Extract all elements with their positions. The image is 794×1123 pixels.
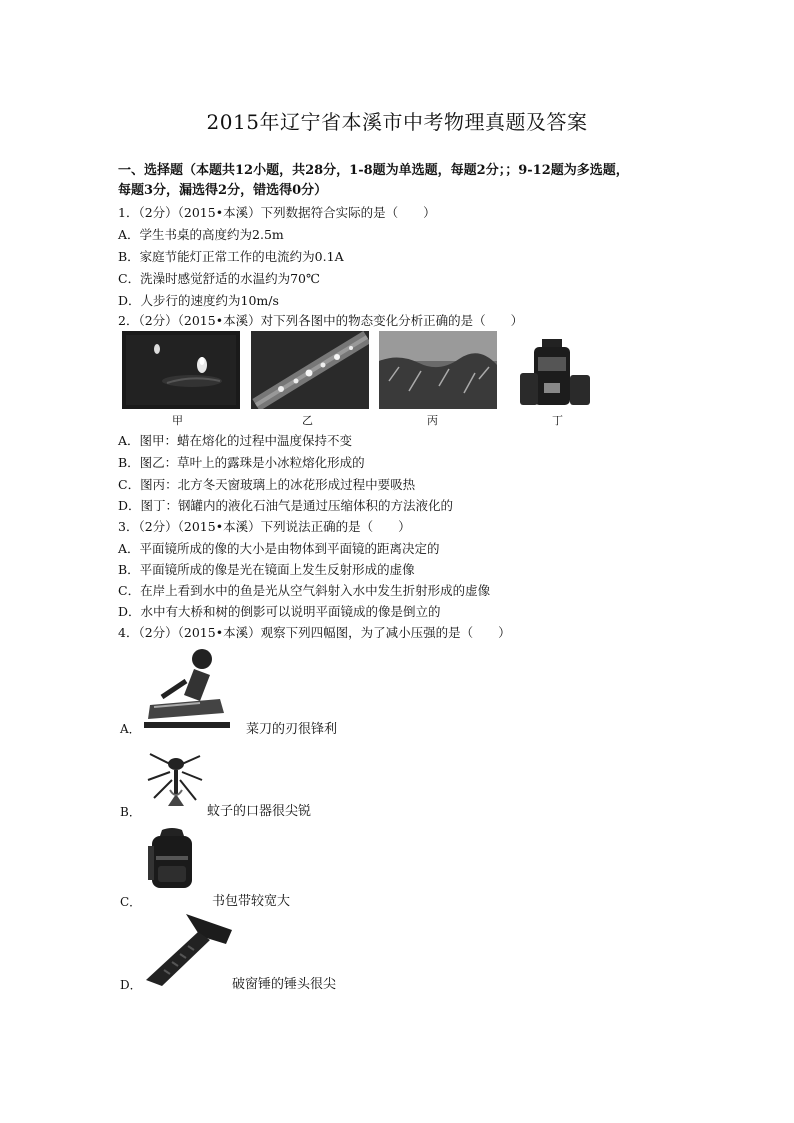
question-3-option-c: C．在岸上看到水中的鱼是光从空气斜射入水中发生折射形成的虚像 xyxy=(118,583,491,598)
question-2-option-b: B．图乙：草叶上的露珠是小冰粒熔化形成的 xyxy=(118,455,365,470)
figure-gas-tank-image xyxy=(518,333,592,409)
question-4-option-b-label: B． xyxy=(120,805,141,819)
question-4-option-d-text: 破窗锤的锤头很尖 xyxy=(232,977,337,992)
question-4-option-c-label: C． xyxy=(120,895,142,909)
figure-window-frost-image xyxy=(379,331,497,409)
question-3-option-d: D．水中有大桥和树的倒影可以说明平面镜成的像是倒立的 xyxy=(118,604,441,619)
question-1-option-a: A．学生书桌的高度约为2.5m xyxy=(118,227,284,242)
question-4-option-d-label: D． xyxy=(120,978,142,992)
question-1-option-d: D．人步行的速度约为10m/s xyxy=(118,293,279,308)
question-3-option-b: B．平面镜所成的像是光在镜面上发生反射形成的虚像 xyxy=(118,562,415,577)
section-heading-line-1: 一、选择题（本题共12小题，共28分，1-8题为单选题，每题2分；；9-12题为多选题， xyxy=(118,163,629,178)
page-title: 2015年辽宁省本溪市中考物理真题及答案 xyxy=(206,110,588,134)
question-2-option-c: C．图丙：北方冬天窗玻璃上的冰花形成过程中要吸热 xyxy=(118,477,416,492)
figure-caption-bing: 丙 xyxy=(427,414,438,427)
question-1-stem: 1．（2分）（2015•本溪）下列数据符合实际的是（ ） xyxy=(118,205,436,220)
question-4-option-a-text: 菜刀的刃很锋利 xyxy=(246,722,338,737)
option-b-mosquito-image xyxy=(140,750,204,812)
question-2-option-a: A．图甲：蜡在熔化的过程中温度保持不变 xyxy=(118,433,353,448)
question-4-option-b-text: 蚊子的口器很尖锐 xyxy=(207,804,312,819)
figure-candle-image xyxy=(122,331,240,409)
option-a-knife-image xyxy=(140,645,232,731)
question-3-stem: 3．（2分）（2015•本溪）下列说法正确的是（ ） xyxy=(118,519,411,534)
section-heading-line-2: 每题3分，漏选得2分，错选得0分） xyxy=(118,183,328,198)
question-2-stem: 2．（2分）（2015•本溪）对下列各图中的物态变化分析正确的是（ ） xyxy=(118,313,524,328)
question-1-option-b: B．家庭节能灯正常工作的电流约为0.1A xyxy=(118,249,344,264)
question-1-option-c: C．洗澡时感觉舒适的水温约为70℃ xyxy=(118,271,320,286)
question-4-option-c-text: 书包带较宽大 xyxy=(212,894,291,909)
question-2-option-d: D．图丁：钢罐内的液化石油气是通过压缩体积的方法液化的 xyxy=(118,498,454,513)
question-4-option-a-label: A． xyxy=(120,722,141,736)
figure-caption-ding: 丁 xyxy=(552,414,563,427)
figure-caption-jia: 甲 xyxy=(172,414,183,427)
figure-dew-image xyxy=(251,331,369,409)
option-c-backpack-image xyxy=(144,826,200,890)
question-4-stem: 4．（2分）（2015•本溪）观察下列四幅图，为了减小压强的是（ ） xyxy=(118,625,511,640)
figure-caption-yi: 乙 xyxy=(302,414,313,427)
option-d-hammer-image xyxy=(140,910,236,990)
question-3-option-a: A．平面镜所成的像的大小是由物体到平面镜的距离决定的 xyxy=(118,541,440,556)
